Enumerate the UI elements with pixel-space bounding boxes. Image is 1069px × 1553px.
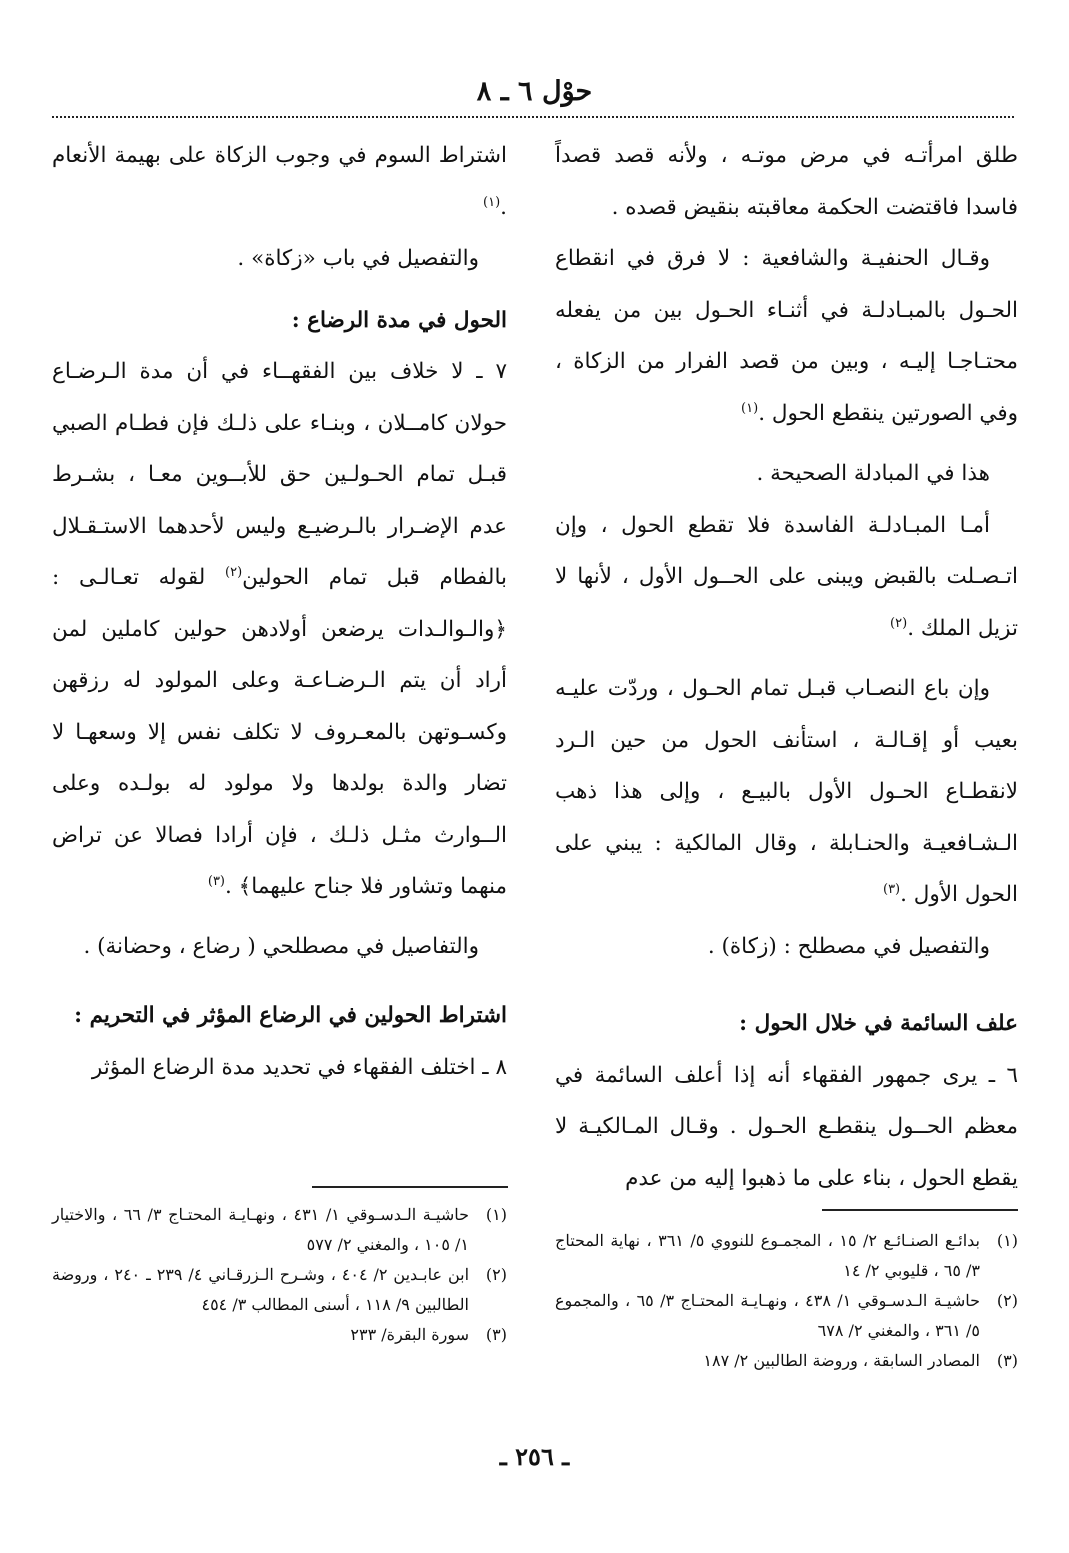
footnote-text: حاشيـة الـدسـوقي ١/ ٤٣١ ، ونهـايـة المحتـاج ٣/ ٦٦ ، والاختيار ١/ ١٠٥ ، والمغني ٢/ ٥٧٧ — [52, 1205, 470, 1254]
left-paragraph-5: ٨ ـ اختلف الفقهاء في تحديد مدة الرضاع المؤثر — [91, 1054, 507, 1080]
page-header-title: حوْل ٦ ـ ٨ — [476, 76, 593, 107]
footnote-ref: (٢) — [890, 615, 908, 631]
footnote-number: (٢) — [485, 1265, 507, 1284]
footnote-separator-left — [312, 1186, 508, 1188]
right-paragraph-6: والتفصيل في مصطلح : (زكاة) . — [707, 933, 990, 959]
footnote-ref: (٢) — [225, 564, 243, 580]
left-paragraph-1-text: اشتراط السوم في وجوب الزكاة على بهيمة الأنعام . — [52, 143, 507, 220]
right-paragraph-3: هذا في المبادلة الصحيحة . — [756, 461, 990, 486]
footnote-item — [555, 1226, 1018, 1286]
footnote-number: (٣) — [485, 1325, 507, 1344]
right-paragraph-7: ٦ ـ يرى جمهور الفقهاء أنه إذا أعلف السائمة في معظم الحــول ينقطـع الحـول . وقـال المـالكيـة لا يقطع الحول ، بناء على ما ذهبوا إليه من عدم — [555, 1062, 1018, 1191]
footnotes-left — [52, 1200, 507, 1350]
left-paragraph-2: والتفصيل في باب «زكاة» . — [237, 246, 479, 271]
right-paragraph-5 — [555, 663, 1018, 921]
footnote-ref: (١) — [741, 400, 759, 416]
left-column — [52, 130, 507, 1093]
footnotes-right — [555, 1226, 1018, 1376]
section-heading-nursing-period: الحول في مدة الرضاع : — [291, 307, 507, 333]
footnote-item — [555, 1286, 1018, 1346]
footnote-number: (٣) — [996, 1351, 1018, 1370]
page-number: ـ ٢٥٦ ـ — [499, 1442, 570, 1471]
footnote-number: (٢) — [996, 1291, 1018, 1310]
footnote-text: سورة البقرة/ ٢٣٣ — [350, 1325, 469, 1344]
header-dotted-rule — [52, 116, 1014, 118]
footnote-item — [555, 1346, 1018, 1376]
right-paragraph-1: طلق امرأتـه في مرض موتـه ، ولأنه قصد قصداً فاسدا فاقتضت الحكمة معاقبته بنقيض قصده . — [555, 143, 1018, 220]
left-paragraph-3-text: ٧ ـ لا خلاف بين الفقهــاء في أن مدة الـرضـاع حولان كامــلان ، وبنـاء على ذلـك فإن فطـام الصبي قبـل تمام الحـولـين حق للأبــوين معـا ، بشـرط عدم الإضـرار بالـرضيـع وليس لأحدهما الاستـقـلال بالفطام قبل تمام الحولين — [52, 359, 508, 590]
footnote-ref: (١) — [483, 194, 501, 210]
right-paragraph-4 — [555, 500, 1018, 655]
footnote-item — [52, 1260, 507, 1320]
footnote-text: المصادر السابقة ، وروضة الطالبين ٢/ ١٨٧ — [703, 1351, 980, 1370]
footnote-item — [52, 1200, 507, 1260]
left-paragraph-3-quran-text: لقوله تعـالـى : ﴿والـوالـدات يرضعن أولادهن حولين كاملين لمن أراد أن يتم الـرضـاعـة وعلى المولود له رزقهن وكسـوتهن بالمعـروف لا تكلف نفس إلا وسعهـا لا تضار والدة بولدها ولا مولود له بولـده وعلى الــوارث مثـل ذلـك ، فإن أرادا فصالا عن تراض منهما وتشاور فلا جناح عليهما﴾ . — [52, 565, 507, 899]
left-paragraph-1 — [52, 130, 507, 233]
left-paragraph-4: والتفاصيل في مصطلحي ( رضاع ، وحضانة) . — [83, 933, 479, 959]
right-paragraph-5-text: وإن باع النصـاب قبـل تمام الحـول ، وردّت عليـه بعيب أو إقـالـة ، استأنف الحول من حين الـرد لانقطـاع الحـول الأول بالبيـع ، وإلى هذا ذهب الـشـافعيـة والحنـابلة ، وقال المالكية : يبني على الحول الأول . — [555, 676, 1018, 907]
section-heading-fodder: علف السائمة في خلال الحول : — [739, 1011, 1018, 1036]
right-column — [555, 130, 1018, 1204]
footnote-number: (١) — [485, 1205, 507, 1224]
right-paragraph-4-text: أمـا المبـادلـة الفاسدة فلا تقطع الحول ، وإن اتـصـلت بالقبض ويبنى على الحــول الأول ، لأنها لا تزيل الملك . — [555, 512, 1018, 641]
footnote-text: ابن عابـدين ٢/ ٤٠٤ ، وشـرح الـزرقـاني ٤/ ٢٣٩ ـ ٢٤٠ ، وروضة الطالبين ٩/ ١١٨ ، أسنى المطالب ٣/ ٤٥٤ — [52, 1265, 470, 1314]
right-paragraph-2 — [555, 233, 1018, 439]
footnote-number: (١) — [996, 1231, 1018, 1250]
section-heading-nursing-prohibition: اشتراط الحولين في الرضاع المؤثر في التحريم : — [74, 1003, 507, 1028]
footnote-text: حاشيـة الـدسـوقي ١/ ٤٣٨ ، ونهـايـة المحتـاج ٣/ ٦٥ ، والمجموع ٥/ ٣٦١ ، والمغني ٢/ ٦٧٨ — [555, 1291, 980, 1340]
right-paragraph-2-text: وقـال الحنفيـة والشافعية : لا فرق في انقطاع الحـول بالمبـادلـة في أثنـاء الحـول بين من يفعله محتـاجـا إليـه ، وبين من قصد الفرار من الزكاة ، وفي الصورتين ينقطع الحول . — [555, 246, 1018, 426]
footnote-ref: (٣) — [207, 873, 225, 889]
left-paragraph-3 — [52, 346, 507, 913]
footnote-text: بدائـع الصنـائـع ٢/ ١٥ ، المجمـوع للنووي ٥/ ٣٦١ ، نهاية المحتاج ٣/ ٦٥ ، قليوبي ٢/ ١٤ — [555, 1231, 980, 1280]
footnote-ref: (٣) — [882, 881, 901, 897]
footnote-item — [52, 1320, 507, 1350]
footnote-separator-right — [822, 1209, 1018, 1211]
